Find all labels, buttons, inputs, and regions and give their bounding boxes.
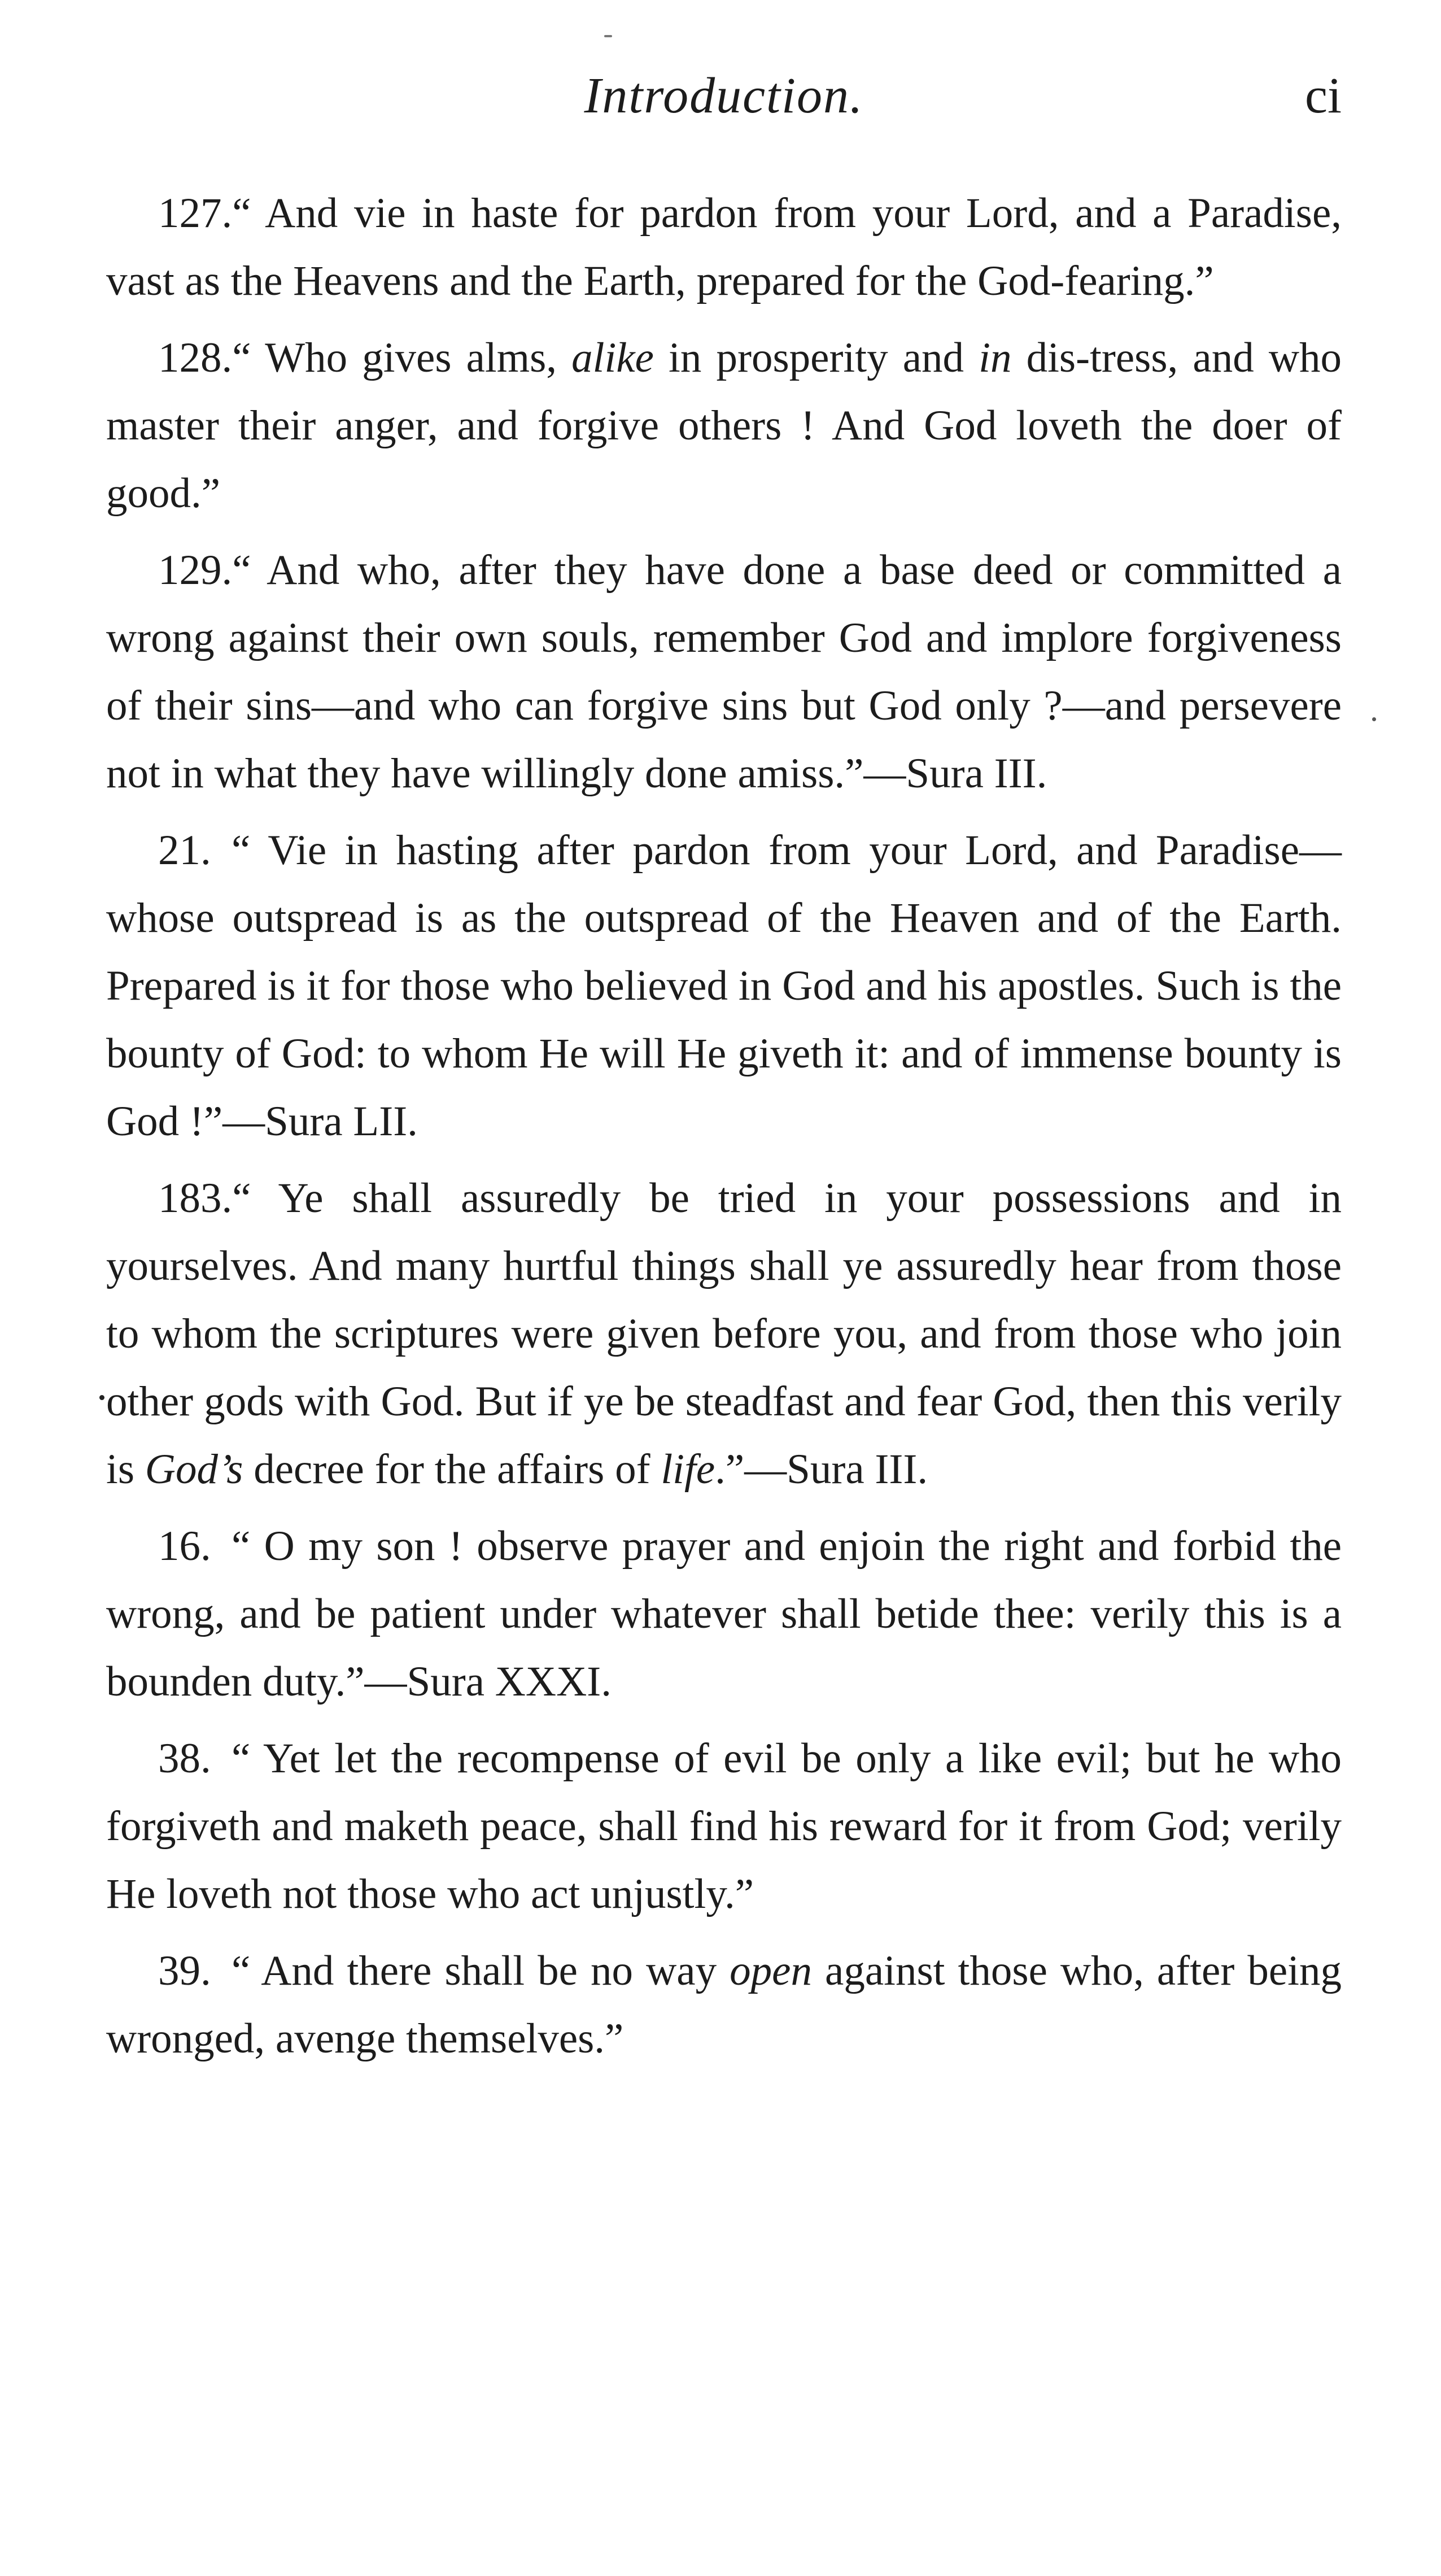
verse-text: “ Ye shall assuredly be tried in your possessions and in yourselves. And many hurtful things shall ye assuredly hear from those to whom the scriptures were given before you, and from those who join other gods with God. But if ye be steadfast and fear God, then this verily is	[106, 1175, 1342, 1493]
verse-38	[106, 1725, 1342, 1928]
verse-16	[106, 1513, 1342, 1716]
verse-number: 129.	[158, 547, 233, 594]
verse-italic-word: open	[730, 1947, 812, 1994]
verse-text: “ Vie in hasting after pardon from your Lord, and Paradise—whose outspread is as the outspread of the Heaven and of the Earth. Prepared is it for those who believed in God and his apostles. Such is the bounty of God: to whom He will He giveth it: and of immense bounty is God !”—Sura LII.	[106, 827, 1342, 1145]
running-title: Introduction.	[584, 68, 864, 124]
verse-text: “ And there shall be no way	[232, 1947, 730, 1994]
verse-39	[106, 1937, 1342, 2073]
body-text	[106, 180, 1342, 2082]
page-number: ci	[1305, 68, 1342, 124]
print-speck	[604, 35, 612, 37]
verse-text: decree for the affairs of	[243, 1446, 661, 1493]
verse-number: 128.	[158, 334, 233, 381]
verse-text: “ Who gives alms,	[232, 334, 572, 381]
verse-text: against those who, after being wronged, avenge themselves.”	[106, 1947, 1342, 2062]
verse-number: 127.	[158, 190, 233, 237]
verse-text: in prosperity and	[653, 334, 979, 381]
verse-129	[106, 537, 1342, 808]
verse-text: “ O my son ! observe prayer and enjoin the right and forbid the wrong, and be patient under whatever shall betide thee: verily this is a bounden duty.”—Sura XXXI.	[106, 1523, 1342, 1705]
verse-183	[106, 1165, 1342, 1503]
verse-italic-word: alike	[571, 334, 654, 381]
verse-number: 21.	[158, 827, 211, 874]
verse-21	[106, 817, 1342, 1156]
verse-number: 183.	[158, 1175, 233, 1222]
verse-127	[106, 180, 1342, 315]
verse-text: “ And who, after they have done a base deed or committed a wrong against their own souls, remember God and implore forgiveness of their sins—and who can forgive sins but God only ?—and persevere not in what they have willingly done amiss.”—Sura III.	[106, 547, 1342, 797]
verse-number: 38.	[158, 1735, 211, 1782]
verse-number: 16.	[158, 1523, 211, 1570]
verse-text: dis-tress, and who master their anger, and forgive others ! And God loveth the doer of good.”	[106, 334, 1342, 517]
verse-text: .”—Sura III.	[715, 1446, 928, 1493]
verse-italic-word: God’s	[145, 1446, 243, 1493]
verse-text: “ And vie in haste for pardon from your Lord, and a Paradise, vast as the Heavens and the Earth, prepared for the God-fearing.”	[106, 190, 1342, 304]
verse-italic-word: life	[661, 1446, 715, 1493]
verse-128	[106, 324, 1342, 528]
verse-number: 39.	[158, 1947, 211, 1994]
print-speck	[1372, 717, 1376, 721]
running-head	[106, 67, 1342, 134]
verse-text: “ Yet let the recompense of evil be only a like evil; but he who forgiveth and maketh peace, shall find his reward for it from God; verily He loveth not those who act unjustly.”	[106, 1735, 1342, 1917]
verse-italic-word: in	[979, 334, 1012, 381]
print-speck	[99, 1395, 104, 1400]
